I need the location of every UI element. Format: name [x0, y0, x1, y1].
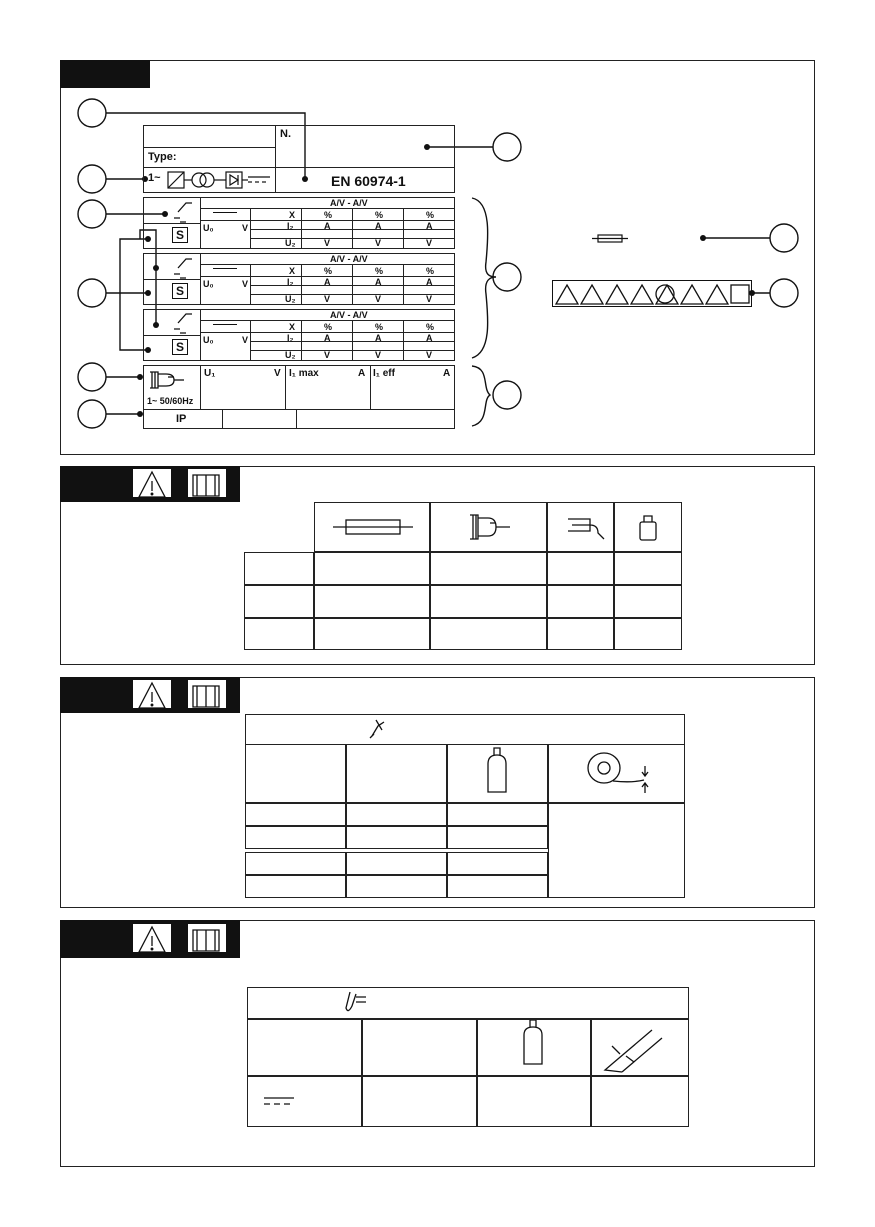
table-cell: [346, 803, 447, 826]
safety-pictogram-icon: [706, 285, 728, 304]
table-cell: [245, 875, 346, 898]
u0-label: U₀: [203, 335, 214, 345]
book-icon: [193, 475, 219, 496]
proc-divider-h: [200, 264, 455, 265]
proc-divider-v: [250, 264, 251, 305]
proc-divider-v: [301, 264, 302, 305]
table-cell: [447, 826, 548, 849]
proc-divider-h: [143, 335, 200, 336]
proc-divider-v: [403, 208, 404, 249]
table-header-cell: [547, 502, 614, 552]
single-phase-label: 1~: [148, 172, 161, 184]
book-icon: [193, 686, 219, 707]
u2-unit: V: [375, 294, 382, 304]
i2-label: I₂: [287, 277, 294, 287]
table-header-cell: [614, 502, 682, 552]
i2-unit: A: [324, 221, 331, 231]
table-cell: [430, 552, 547, 585]
table-cell: [346, 875, 447, 898]
i2-unit: A: [375, 221, 382, 231]
book-icon: [193, 930, 219, 951]
welding-process-icon: [174, 314, 192, 333]
table-header-cell: [591, 1019, 689, 1076]
proc-divider-v: [352, 320, 353, 361]
proc-divider-v: [200, 309, 201, 361]
i1eff-unit: A: [443, 368, 451, 379]
safety-pictogram-icon: [606, 285, 628, 304]
u2-label: U₂: [285, 350, 296, 360]
u2-unit: V: [375, 350, 382, 360]
table-cell: [244, 585, 314, 618]
u1-unit: V: [274, 368, 281, 379]
proc-divider-v: [301, 208, 302, 249]
table-header-cell: [477, 1019, 591, 1076]
table-cell: [245, 826, 346, 849]
proc-divider-v: [403, 320, 404, 361]
ip-label: IP: [176, 413, 187, 425]
duty-x-label: X: [289, 322, 296, 332]
dc-symbol-icon: [213, 324, 237, 325]
av-header: A/V - A/V: [330, 310, 368, 320]
duty-pct: %: [426, 322, 435, 332]
u0-unit: V: [242, 279, 249, 289]
safety-pictogram-icon: [581, 285, 603, 304]
duty-x-label: X: [289, 210, 296, 220]
proc-divider-v: [200, 253, 201, 305]
table-cell: [247, 1076, 362, 1127]
i2-unit: A: [324, 333, 331, 343]
duty-pct: %: [426, 266, 435, 276]
manual-pictogram-icon: [731, 285, 749, 303]
i1max-label: I₁ max: [289, 368, 319, 379]
u2-unit: V: [324, 350, 331, 360]
table-cell: [314, 552, 430, 585]
i1max-unit: A: [358, 368, 366, 379]
table-cell: [447, 852, 548, 875]
table-cell: [430, 585, 547, 618]
proc-divider-v: [250, 320, 251, 361]
safety-pictogram-icon: [631, 285, 653, 304]
table-cell: [614, 585, 682, 618]
proc-divider-h: [143, 223, 200, 224]
duty-pct: %: [375, 210, 384, 220]
u2-unit: V: [375, 238, 382, 248]
i2-label: I₂: [287, 221, 294, 231]
table-cell: [245, 852, 346, 875]
duty-pct: %: [426, 210, 435, 220]
duty-pct: %: [324, 266, 333, 276]
table-cell: [477, 1076, 591, 1127]
mains-frequency-label: 1~ 50/60Hz: [147, 396, 194, 406]
table-cell: [346, 852, 447, 875]
u2-unit: V: [426, 294, 433, 304]
i2-unit: A: [426, 277, 433, 287]
table-cell: [547, 585, 614, 618]
table-header-cell: [245, 744, 346, 803]
table-cell: [614, 618, 682, 650]
u2-unit: V: [426, 238, 433, 248]
table-cell: [314, 618, 430, 650]
table-header-cell: [447, 744, 548, 803]
table-cell: [346, 826, 447, 849]
tig-table-title-cell: [247, 987, 689, 1019]
table-cell: [547, 618, 614, 650]
av-header: A/V - A/V: [330, 254, 368, 264]
u0-label: U₀: [203, 223, 214, 233]
duty-pct: %: [324, 210, 333, 220]
table-header-cell: [247, 1019, 362, 1076]
dc-symbol-icon: [213, 268, 237, 269]
safety-pictogram-icon: [681, 285, 703, 304]
table-cell: [245, 803, 346, 826]
proc-divider-h: [143, 279, 200, 280]
table-cell: [244, 618, 314, 650]
i2-unit: A: [375, 333, 382, 343]
safety-pictogram-icon: [556, 285, 578, 304]
welding-process-icon: [174, 203, 192, 222]
u0-unit: V: [242, 223, 249, 233]
table-cell: [430, 618, 547, 650]
i2-unit: A: [426, 333, 433, 343]
type-label: Type:: [148, 151, 177, 163]
i2-label: I₂: [287, 333, 294, 343]
table-cell: [447, 875, 548, 898]
u2-unit: V: [426, 350, 433, 360]
i2-unit: A: [426, 221, 433, 231]
proc-divider-h: [200, 320, 455, 321]
duty-pct: %: [324, 322, 333, 332]
duty-x-label: X: [289, 266, 296, 276]
s-symbol-icon: S: [172, 283, 188, 299]
s-symbol-icon: S: [172, 227, 188, 243]
proc-divider-v: [250, 208, 251, 249]
dc-symbol-icon: [213, 212, 237, 213]
i2-unit: A: [375, 277, 382, 287]
duty-pct: %: [375, 266, 384, 276]
table-header-cell: [430, 502, 547, 552]
u1-label: U₁: [204, 368, 216, 379]
proc-divider-v: [352, 208, 353, 249]
s-symbol-icon: S: [172, 339, 188, 355]
table-cell: [591, 1076, 689, 1127]
duty-pct: %: [375, 322, 384, 332]
u2-label: U₂: [285, 294, 296, 304]
proc-divider-h: [200, 208, 455, 209]
table-cell: [314, 585, 430, 618]
proc-divider-v: [301, 320, 302, 361]
u0-label: U₀: [203, 279, 214, 289]
serial-number-label: N.: [280, 128, 291, 140]
table-cell: [547, 552, 614, 585]
wire-table-title-cell: [245, 714, 685, 745]
u2-label: U₂: [285, 238, 296, 248]
welding-process-icon: [174, 259, 192, 278]
u0-unit: V: [242, 335, 249, 345]
i2-unit: A: [324, 277, 331, 287]
table-cell: [244, 552, 314, 585]
table-header-cell: [314, 502, 430, 552]
av-header: A/V - A/V: [330, 198, 368, 208]
table-header-cell: [346, 744, 447, 803]
proc-divider-v: [352, 264, 353, 305]
table-header-cell: [362, 1019, 477, 1076]
u2-unit: V: [324, 294, 331, 304]
i1eff-label: I₁ eff: [373, 368, 395, 379]
table-cell: [548, 803, 685, 898]
u2-unit: V: [324, 238, 331, 248]
table-cell: [362, 1076, 477, 1127]
standard-label: EN 60974-1: [331, 173, 406, 189]
proc-divider-v: [200, 197, 201, 249]
table-header-cell: [548, 744, 685, 803]
table-cell: [614, 552, 682, 585]
proc-divider-v: [403, 264, 404, 305]
table-cell: [447, 803, 548, 826]
